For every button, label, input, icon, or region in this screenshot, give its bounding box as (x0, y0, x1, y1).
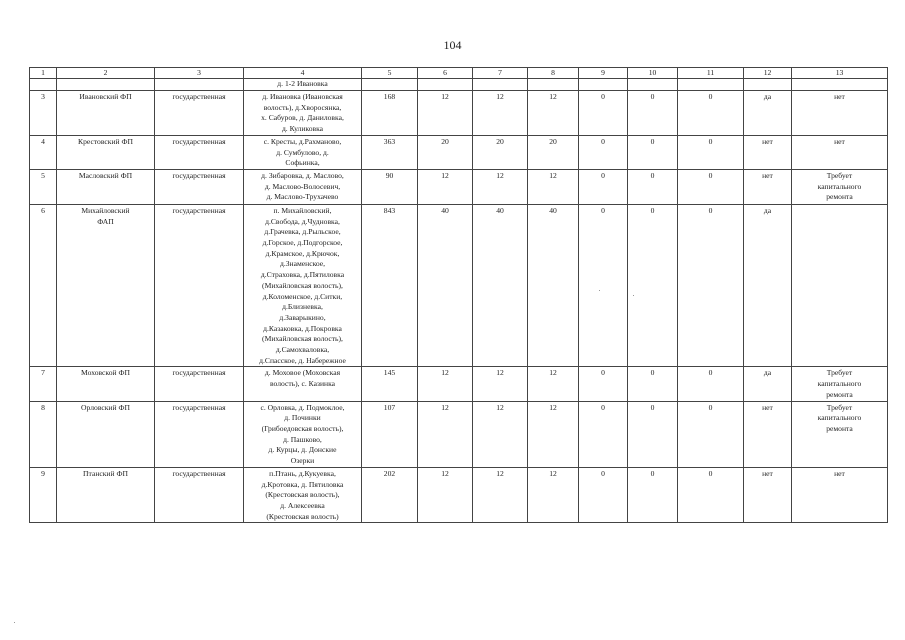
table-row (30, 169, 888, 204)
ownership-form: государственная (155, 467, 244, 523)
page-number: 104 (443, 38, 462, 52)
condition-note (792, 169, 888, 204)
served-settlements-line: п.Птань, д.Кукуевка, (269, 468, 336, 478)
col-header: 1 (30, 68, 57, 79)
facility-name-line: ФАП (97, 216, 114, 226)
table-row (30, 467, 888, 523)
cell-col6: 20 (418, 135, 473, 169)
col-header: 5 (362, 68, 418, 79)
facility-name (57, 91, 155, 136)
col-header: 3 (155, 68, 244, 79)
cell-col7: 12 (473, 401, 528, 467)
served-settlements-line: д.Горское, д.Подгорское, (262, 238, 343, 248)
table-row (30, 204, 888, 367)
cell-col5: 202 (362, 467, 418, 523)
served-settlements-line: (Крестовская волость) (266, 511, 339, 521)
cell-col11: 0 (678, 169, 744, 204)
row-number: 4 (30, 135, 57, 169)
cell-col5: 90 (362, 169, 418, 204)
served-settlements-line: д.Близневка, (282, 302, 323, 312)
condition-note (792, 91, 888, 136)
cell-col12: нет (744, 135, 792, 169)
condition-note (792, 367, 888, 401)
cell-col8: 12 (528, 367, 579, 401)
cell-col7: 40 (473, 204, 528, 367)
served-settlements-line: д. Сумбулово, д. (276, 147, 329, 157)
served-settlements-line: (Михайловская волость), (262, 334, 343, 344)
row-number: 6 (30, 204, 57, 367)
ownership-form: государственная (155, 169, 244, 204)
cell-col12: нет (744, 169, 792, 204)
cell-col12: да (744, 367, 792, 401)
served-settlements-line: с. Кресты, д.Рахманово, (263, 136, 342, 146)
facility-name (57, 135, 155, 169)
served-settlements (244, 367, 362, 401)
ownership-form: государственная (155, 204, 244, 367)
col-header: 7 (473, 68, 528, 79)
condition-note-line: нет (834, 136, 845, 146)
table-row (30, 135, 888, 169)
continuation-text: д. 1-2 Ивановка (244, 79, 362, 91)
col-header: 9 (579, 68, 628, 79)
served-settlements-line: (Михайловская волость), (262, 280, 343, 290)
served-settlements-line: волость), с. Казинка (269, 379, 336, 389)
facility-name-line: Михайловский (81, 205, 130, 215)
row-number: 3 (30, 91, 57, 136)
facility-name (57, 401, 155, 467)
ownership-form: государственная (155, 401, 244, 467)
served-settlements-line: с. Орловка, д. Подмоклое, (260, 402, 345, 412)
served-settlements-line: (Грибоедовская волость), (261, 423, 344, 433)
served-settlements-line: д. Моховое (Моховская (264, 368, 341, 378)
cell-col12: да (744, 204, 792, 367)
cell-col10: 0 (628, 135, 678, 169)
cell-col5: 145 (362, 367, 418, 401)
row-number: 5 (30, 169, 57, 204)
served-settlements-line: д.Грачевка, д.Рыльское, (264, 227, 341, 237)
condition-note-line: нет (834, 468, 845, 478)
cell-col7: 20 (473, 135, 528, 169)
cell-col9: 0 (579, 169, 628, 204)
cell-col11: 0 (678, 467, 744, 523)
served-settlements-line: д.Крамское, д.Крючок, (265, 248, 340, 258)
cell-col11: 0 (678, 204, 744, 367)
served-settlements-line: д.Страховка, д.Пятиловка (260, 270, 345, 280)
cell-col11: 0 (678, 401, 744, 467)
row-number: 9 (30, 467, 57, 523)
condition-note (792, 204, 888, 367)
cell-col9: 0 (579, 401, 628, 467)
served-settlements-line: д. Маслово-Волосевич, (264, 181, 341, 191)
table-row (30, 367, 888, 401)
facilities-table (29, 67, 888, 523)
served-settlements-line: д.Самохваловка, (275, 345, 330, 355)
cell-col8: 20 (528, 135, 579, 169)
served-settlements-line: д. Курцы, д. Донские (268, 445, 337, 455)
cell-col5: 843 (362, 204, 418, 367)
served-settlements-line: волость), д.Хворосянка, (263, 102, 342, 112)
condition-note (792, 135, 888, 169)
facility-name-line: Ивановский ФП (79, 92, 132, 101)
served-settlements-line: д. Алексеевка (280, 500, 325, 510)
continuation-row (30, 79, 888, 91)
facility-name-line: Птанский ФП (83, 468, 128, 478)
cell-col9: 0 (579, 91, 628, 136)
condition-note-line: Требует (826, 170, 853, 180)
cell-col6: 12 (418, 401, 473, 467)
facility-rows (30, 91, 888, 523)
served-settlements-line: д. Куликовка (281, 124, 324, 134)
served-settlements-line: д. Пашково, (283, 434, 322, 444)
facility-name (57, 169, 155, 204)
cell-col8: 40 (528, 204, 579, 367)
condition-note-line: ремонта (826, 389, 853, 399)
facility-name-line: Масловский ФП (78, 170, 133, 180)
cell-col6: 40 (418, 204, 473, 367)
cell-col9: 0 (579, 135, 628, 169)
cell-col11: 0 (678, 135, 744, 169)
served-settlements-line: Софьинка, (285, 158, 320, 168)
cell-col6: 12 (418, 467, 473, 523)
condition-note-line: ремонта (826, 423, 853, 433)
served-settlements-line: д. Ивановка (Ивановская (262, 92, 343, 101)
served-settlements-line: д. Починки (284, 413, 321, 423)
facility-name-line: Орловский ФП (81, 402, 130, 412)
cell-col5: 363 (362, 135, 418, 169)
served-settlements-line: д.Казаковка, д.Покровка (263, 323, 342, 333)
served-settlements-line: Озерки (290, 456, 315, 466)
cell-col9: 0 (579, 467, 628, 523)
scan-speck (633, 295, 634, 296)
cell-col10: 0 (628, 367, 678, 401)
col-header: 13 (792, 68, 888, 79)
served-settlements (244, 169, 362, 204)
condition-note (792, 401, 888, 467)
served-settlements-line: (Крестовская волость), (265, 490, 340, 500)
served-settlements-line: д.Знаменское, (279, 259, 326, 269)
served-settlements (244, 204, 362, 367)
condition-note (792, 467, 888, 523)
cell-col9: 0 (579, 367, 628, 401)
ownership-form: государственная (155, 135, 244, 169)
cell-col11: 0 (678, 367, 744, 401)
table-row (30, 401, 888, 467)
cell-col12: нет (744, 467, 792, 523)
table-row (30, 91, 888, 136)
cell-col7: 12 (473, 467, 528, 523)
cell-col7: 12 (473, 367, 528, 401)
cell-col9: 0 (579, 204, 628, 367)
facility-name-line: Крестовский ФП (78, 136, 133, 146)
row-number: 8 (30, 401, 57, 467)
facility-name (57, 367, 155, 401)
condition-note-line: Требует (826, 368, 853, 378)
cell-col8: 12 (528, 467, 579, 523)
facility-name (57, 467, 155, 523)
condition-note-line: капитального (817, 379, 862, 389)
col-header: 8 (528, 68, 579, 79)
cell-col10: 0 (628, 91, 678, 136)
row-number: 7 (30, 367, 57, 401)
cell-col10: 0 (628, 401, 678, 467)
condition-note-line: нет (834, 92, 845, 101)
cell-col11: 0 (678, 91, 744, 136)
served-settlements-line: д.Спасское, д. Набережное (259, 355, 346, 365)
col-header: 4 (244, 68, 362, 79)
cell-col10: 0 (628, 204, 678, 367)
col-header: 6 (418, 68, 473, 79)
cell-col10: 0 (628, 169, 678, 204)
col-header: 10 (628, 68, 678, 79)
served-settlements-line: д.Коломенское, д.Ситки, (262, 291, 343, 301)
cell-col8: 12 (528, 401, 579, 467)
col-header: 11 (678, 68, 744, 79)
column-number-row (30, 68, 888, 79)
cell-col8: 12 (528, 91, 579, 136)
served-settlements (244, 135, 362, 169)
facility-name-line: Моховской ФП (81, 368, 130, 378)
condition-note-line: ремонта (826, 192, 853, 202)
cell-col6: 12 (418, 367, 473, 401)
cell-col5: 168 (362, 91, 418, 136)
served-settlements-line: п. Михайловский, (273, 205, 332, 215)
col-header: 2 (57, 68, 155, 79)
condition-note-line: капитального (817, 181, 862, 191)
served-settlements-line: х. Сабуров, д. Даниловка, (261, 113, 344, 123)
condition-note-line: капитального (817, 413, 862, 423)
facility-name (57, 204, 155, 367)
served-settlements (244, 91, 362, 136)
ownership-form: государственная (155, 91, 244, 136)
cell-col5: 107 (362, 401, 418, 467)
cell-col12: да (744, 91, 792, 136)
served-settlements-line: д.Свобода, д.Чудновка, (265, 216, 340, 226)
served-settlements-line: д.Заварыкино, (279, 312, 326, 322)
cell-col10: 0 (628, 467, 678, 523)
cell-col8: 12 (528, 169, 579, 204)
served-settlements-line: д. Маслово-Трухачево (266, 192, 339, 202)
served-settlements (244, 467, 362, 523)
condition-note-line: Требует (826, 402, 853, 412)
scan-speck (14, 622, 15, 623)
ownership-form: государственная (155, 367, 244, 401)
cell-col6: 12 (418, 91, 473, 136)
cell-col6: 12 (418, 169, 473, 204)
cell-col12: нет (744, 401, 792, 467)
served-settlements-line: д. Зибаровка, д. Маслово, (261, 170, 344, 180)
col-header: 12 (744, 68, 792, 79)
served-settlements-line: д.Кротовка, д. Пятиловка (261, 479, 344, 489)
cell-col7: 12 (473, 169, 528, 204)
served-settlements (244, 401, 362, 467)
cell-col7: 12 (473, 91, 528, 136)
scan-speck (599, 290, 600, 291)
